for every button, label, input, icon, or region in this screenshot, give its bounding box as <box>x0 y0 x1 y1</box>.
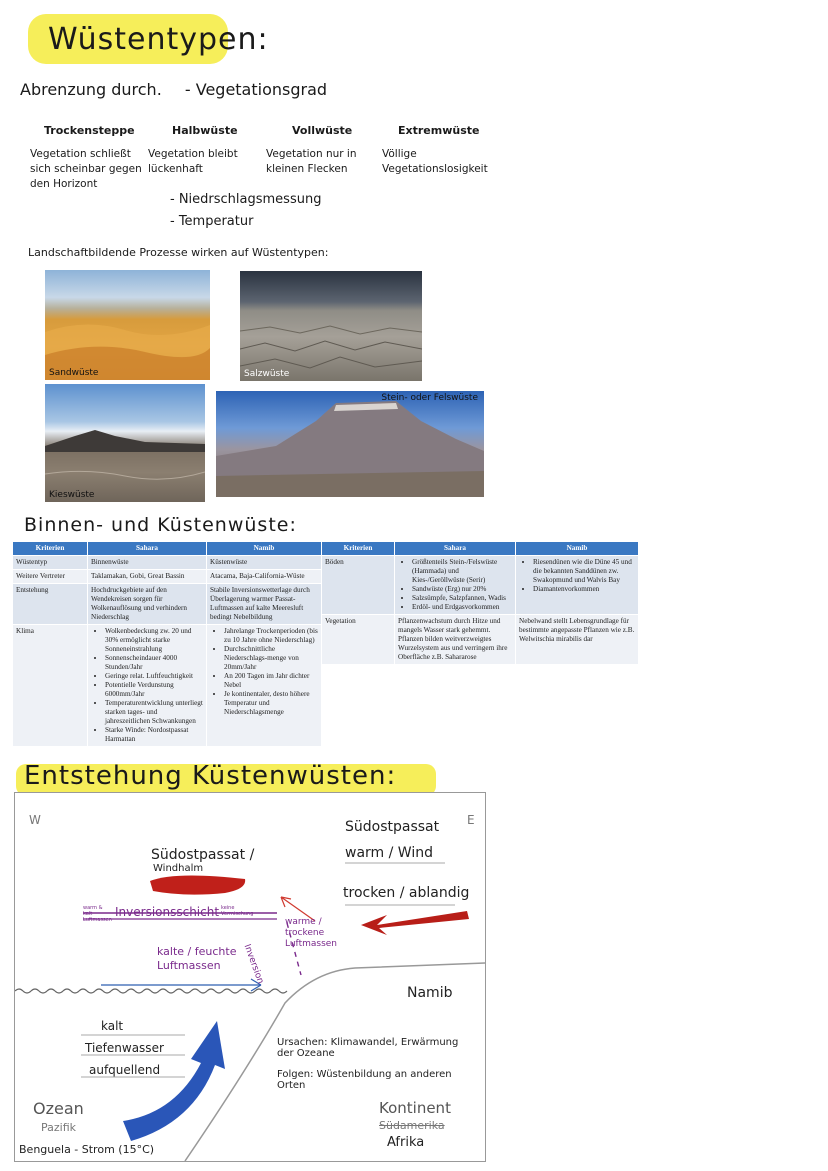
photo-sand-desert <box>45 270 210 380</box>
table-row <box>322 615 639 665</box>
photo-caption: Kieswüste <box>49 490 95 500</box>
table-row <box>13 570 322 584</box>
table-header: Sahara <box>88 542 207 556</box>
desert-type-3 <box>266 124 386 177</box>
warm-air-label: warme / trockene Luftmassen <box>285 917 338 949</box>
section2-title: Binnen- und Küstenwüste: <box>24 514 297 536</box>
table-cell: Wüstentyp <box>13 556 88 570</box>
east-label: E <box>467 813 475 827</box>
comparison-table-left <box>12 541 322 747</box>
desert-type-name: Trockensteppe <box>44 124 135 137</box>
west-label: W <box>29 813 41 827</box>
passat-right-label: Südostpassat <box>345 819 440 835</box>
photo-stone-desert <box>216 391 484 497</box>
table-cell: Pflanzenwachstum durch Hitze und mangels Wasser stark gehemmt. Pflanzen bilden weitverzweigtes Wurzelsystem aus und verringern ihre Oberfläche z.B. Sahararose <box>395 615 516 665</box>
desert-type-desc: Vegetation nur in kleinen Flecken <box>266 148 357 175</box>
table-header: Namib <box>516 542 639 556</box>
table-row <box>13 584 322 625</box>
criterion-vegetation: - Vegetationsgrad <box>184 80 328 99</box>
table-cell: Taklamakan, Gobi, Great Bassin <box>88 570 207 584</box>
continent-label: Kontinent <box>379 1099 451 1117</box>
delimitation-intro-text: Abrenzung durch. <box>20 80 162 99</box>
table-header: Kriterien <box>322 542 395 556</box>
list-item: • Erdöl- und Erdgasvorkommen <box>412 603 512 612</box>
table-row <box>322 556 639 615</box>
table-cell: Hochdruckgebiete auf den Wendekreisen sorgen für Wolkenauflösung und verhindern Niederschlag <box>88 584 207 625</box>
namib-label: Namib <box>407 985 453 1001</box>
inversion-note-right: keine Vermischung <box>221 905 254 917</box>
photo-caption: Salzwüste <box>244 369 290 379</box>
table-cell: Vegetation <box>322 615 395 665</box>
table-row <box>13 625 322 747</box>
desert-type-2 <box>148 124 268 177</box>
table-cell: Entstehung <box>13 584 88 625</box>
south-america-label: Südamerika <box>379 1119 445 1132</box>
table-cell: Böden <box>322 556 395 615</box>
sand-dunes-graphic <box>45 270 210 380</box>
desert-type-1 <box>30 124 150 192</box>
table-cell: Klima <box>13 625 88 747</box>
criterion-temperature: - Temperatur <box>170 214 254 229</box>
table-row <box>13 556 322 570</box>
table-cell: Weitere Vertreter <box>13 570 88 584</box>
inversion-note-left: warm & kalt Luftmassen <box>83 905 112 923</box>
table-header: Sahara <box>395 542 516 556</box>
desert-type-name: Extremwüste <box>398 124 480 137</box>
passat-left-sub: Windhalm <box>153 863 204 874</box>
table-cell <box>207 625 322 747</box>
table-cell: Binnenwüste <box>88 556 207 570</box>
list-item: • Potentielle Verdunstung 6000mm/Jahr <box>105 681 203 699</box>
table-cell: Stabile Inversionswetterlage durch Überlagerung warmer Passat-Luftmassen auf kalte Meeresluft bedingt Nebelbildung <box>207 584 322 625</box>
table-cell: Atacama, Baja-California-Wüste <box>207 570 322 584</box>
list-item: • Jahrelange Trockenperioden (bis zu 10 Jahre ohne Niederschlag) <box>224 627 318 645</box>
table-cell <box>516 556 639 615</box>
list-item: • Größtenteils Stein-/Felswüste (Hammada) und Kies-/Geröllwüste (Serir) <box>412 558 512 585</box>
benguela-current-label: Benguela - Strom (15°C) <box>19 1143 155 1156</box>
deep-water-label: Tiefenwasser <box>85 1041 164 1055</box>
inversion-label: Inversionsschicht <box>115 905 220 919</box>
gravel-plain-graphic <box>45 384 205 502</box>
list-item: • Durchschnittliche Niederschlags-menge von 20mm/Jahr <box>224 645 318 672</box>
list-item: • Diamantenvorkommen <box>533 585 635 594</box>
list-item: • Starke Winde: Nordostpassat Harmattan <box>105 726 203 744</box>
salt-crust-graphic <box>240 271 422 381</box>
section3-title: Entstehung Küstenwüsten: <box>24 761 397 791</box>
desert-type-desc: Vegetation bleibt lückenhaft <box>148 148 238 175</box>
desert-type-desc: Völlige Vegetationslosigkeit <box>382 148 488 175</box>
causes-text: Ursachen: Klimawandel, Erwärmung der Ozeane <box>277 1037 459 1059</box>
desert-type-name: Vollwüste <box>292 124 353 137</box>
passat-right-attr2: trocken / ablandig <box>343 885 470 901</box>
criterion-precipitation: - Niedrschlagsmessung <box>170 192 322 207</box>
photo-caption-stone: Stein- oder Felswüste <box>381 393 478 403</box>
table-cell: Küstenwüste <box>207 556 322 570</box>
photo-caption: Sandwüste <box>49 368 99 378</box>
list-item: • Riesendünen wie die Düne 45 und die bekannten Sanddünen zw. Swakopmund und Walvis Bay <box>533 558 635 585</box>
comparison-table-right <box>321 541 639 665</box>
upwelling-label: aufquellend <box>89 1063 161 1077</box>
table-header: Kriterien <box>13 542 88 556</box>
desert-type-desc: Vegetation schließt sich scheinbar gegen den Horizont <box>30 148 142 190</box>
table-cell <box>395 556 516 615</box>
table-cell: Nebelwand stellt Lebensgrundlage für bestimmte angepasste Pflanzen wie z.B. Welwitschia mirabilis dar <box>516 615 639 665</box>
pacific-label: Pazifik <box>41 1121 77 1134</box>
table-cell <box>88 625 207 747</box>
list-item: • Sandwüste (Erg) nur 20% <box>412 585 512 594</box>
inversion-vertical-label: Inversion <box>241 943 266 986</box>
list-item: • Geringe relat. Luftfeuchtigkeit <box>105 672 203 681</box>
passat-left-label: Südostpassat / <box>151 847 255 863</box>
photo-gravel-desert <box>45 384 205 502</box>
effects-text: Folgen: Wüstenbildung an anderen Orten <box>277 1069 452 1091</box>
list-item: • Je kontinentaler, desto höhere Temperatur und Niederschlagsmenge <box>224 690 318 717</box>
desert-type-4 <box>382 124 510 177</box>
passat-right-attr: warm / Wind <box>345 845 433 861</box>
mesa-graphic <box>216 391 484 497</box>
page-title: Wüstentypen: <box>48 22 269 57</box>
processes-heading: Landschaftbildende Prozesse wirken auf Wüstentypen: <box>28 246 329 259</box>
list-item: • Wolkenbedeckung zw. 20 und 30% ermöglicht starke Sonneneinstrahlung <box>105 627 203 654</box>
table-header: Namib <box>207 542 322 556</box>
ocean-label: Ozean <box>33 1099 84 1118</box>
list-item: • Temperaturentwicklung unterliegt starken tages- und jahreszeitlichen Schwankungen <box>105 699 203 726</box>
cold-air-label: kalte / feuchte Luftmassen <box>157 945 237 972</box>
desert-type-name: Halbwüste <box>172 124 238 137</box>
coastal-desert-diagram <box>14 792 486 1162</box>
list-item: • An 200 Tagen im Jahr dichter Nebel <box>224 672 318 690</box>
list-item: • Salzsümpfe, Salzpfannen, Wadis <box>412 594 512 603</box>
delimitation-intro <box>20 80 327 99</box>
africa-label: Afrika <box>387 1135 425 1150</box>
cold-water-label: kalt <box>101 1019 124 1033</box>
list-item: • Sonnenscheindauer 4000 Stunden/Jahr <box>105 654 203 672</box>
photo-salt-desert <box>240 271 422 381</box>
